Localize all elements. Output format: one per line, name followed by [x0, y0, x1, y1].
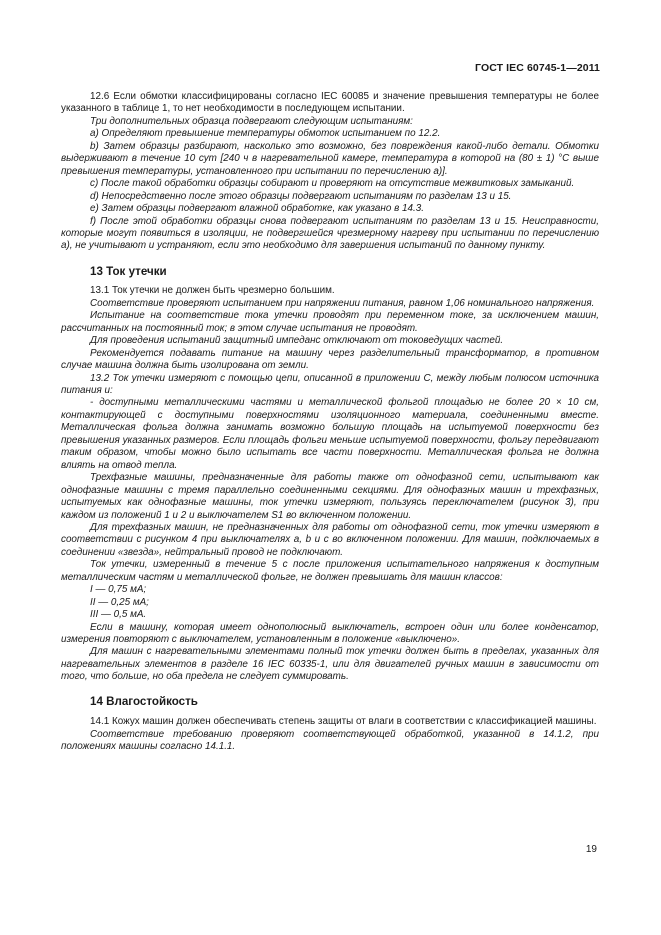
clause-12-6-item-e: e) Затем образцы подвергают влажной обработке, как указано в 14.3.	[90, 203, 424, 215]
class-limit-ii: II — 0,25 мА;	[90, 596, 149, 608]
page-number: 19	[585, 844, 597, 855]
clause-13-p2: Соответствие проверяют испытанием при напряжении питания, равном 1,06 номинального напряжения.	[90, 297, 595, 309]
clause-13-p5: Рекомендуется подавать питание на машину через разделительный трансформатор, в противном случае машина должна быть изолирована от земли.	[61, 347, 599, 372]
clause-13-p9: Для трехфазных машин, не предназначенных для работы от однофазной сети, ток утечки измеряют в соответствии с рисунком 4 при выключателях а, b и с во включенном положении. Для машин, подключаемых в соединении «звезда», нейтральный провод не подключают.	[61, 521, 599, 558]
clause-13-p8: Трехфазные машины, предназначенные для работы также от однофазной сети, испытывают как однофазные машины с тремя параллельно соединенными секциями. Для однофазных машин и трехфазных, испытуемых как однофазные машины, ток утечки измеряют, пользуясь переключателем (рисунок 3), при каждом из положений 1 и 2 и выключателем S1 во включенном положении.	[61, 472, 599, 521]
clause-13-p12: Для машин с нагревательными элементами полный ток утечки должен быть в пределах, указанных для нагревательных элементов в разделе 16 IEC 60335-1, или для двигателей ручных машин в зависимости от того, что больше, но оба предела не следует суммировать.	[61, 646, 599, 683]
clause-13-2: 13.2 Ток утечки измеряют с помощью цепи, описанной в приложении С, между любым полюсом источника питания и:	[61, 372, 599, 396]
class-limit-i: I — 0,75 мА;	[90, 584, 147, 596]
clause-12-6-item-a: a) Определяют превышение температуры обмоток испытанием по 12.2.	[90, 128, 441, 140]
clause-12-6-p1: Три дополнительных образца подвергают следующим испытаниям:	[90, 115, 413, 127]
clause-12-6-item-d: d) Непосредственно после этого образцы подвергают испытаниям по разделам 13 и 15.	[90, 190, 512, 202]
clause-12-6-item-b: b) Затем образцы разбирают, насколько это возможно, без повреждения какой-либо детали. Обмотки выдерживают в течение 10 сут [240 ч в нагревательной камере, температура в которой на (80 ± 1) °С выше превышения температуры, установленного при испытании по перечислению а)].	[61, 140, 599, 177]
clause-13-1: 13.1 Ток утечки не должен быть чрезмерно большим.	[90, 285, 335, 297]
clause-13-p3: Испытание на соответствие тока утечки проводят при переменном токе, за исключением машин, рассчитанных на постоянный ток; в этом случае испытания не проводят.	[61, 310, 599, 334]
clause-12-6-intro: 12.6 Если обмотки классифицированы согласно IEC 60085 и значение превышения температуры не более указанного в таблице 1, то нет необходимости в последующем испытании.	[61, 91, 599, 115]
clause-13-p4: Для проведения испытаний защитный импеданс отключают от токоведущих частей.	[90, 335, 504, 347]
section-14-heading: 14 Влагостойкость	[90, 694, 198, 708]
standard-header: ГОСТ IEC 60745-1—2011	[475, 62, 600, 74]
clause-14-1: 14.1 Кожух машин должен обеспечивать степень защиты от влаги в соответствии с классификацией машины.	[90, 716, 597, 728]
class-limit-iii: III — 0,5 мА.	[90, 609, 147, 621]
clause-13-p11: Если в машину, которая имеет однополюсный выключатель, встроен один или более конденсатор, измерения повторяют с выключателем, установленным в положение «выключено».	[61, 621, 599, 646]
clause-12-6-item-c: c) После такой обработки образцы собирают и проверяют на отсутствие межвитковых замыканий.	[90, 178, 575, 190]
clause-12-6-item-f: f) После этой обработки образцы снова подвергают испытаниям по разделам 13 и 15. Неисправности, которые могут появиться в изоляции, не подвергшейся чрезмерному нагреву при испытании по перечислению а), не учитывают и устраняют, если это необходимо для завершения испытаний по данному пункту.	[61, 215, 599, 252]
page-body	[61, 91, 599, 754]
clause-14-p2: Соответствие требованию проверяют соответствующей обработкой, указанной в 14.1.2, при положениях машины согласно 14.1.1.	[61, 728, 599, 753]
clause-13-p10: Ток утечки, измеренный в течение 5 с после приложения испытательного напряжения к доступным металлическим частям и металлической фольге, не должен превышать для машин классов:	[61, 559, 599, 583]
section-13-heading: 13 Ток утечки	[90, 264, 167, 278]
clause-13-p7: - доступными металлическими частями и металлической фольгой площадью не более 20 × 10 см, контактирующей с доступными поверхностями изоляционного материала, соединенными вместе. Металлическая фольга должна занимать возможно большую площадь на испытуемой поверхности без превышения указанных размеров. Если площадь фольги меньше испытуемой поверхности, фольгу передвигают таким образом, чтобы можно было испытать все части поверхности. Металлическая фольга не должна влиять на отвод тепла.	[61, 397, 599, 471]
